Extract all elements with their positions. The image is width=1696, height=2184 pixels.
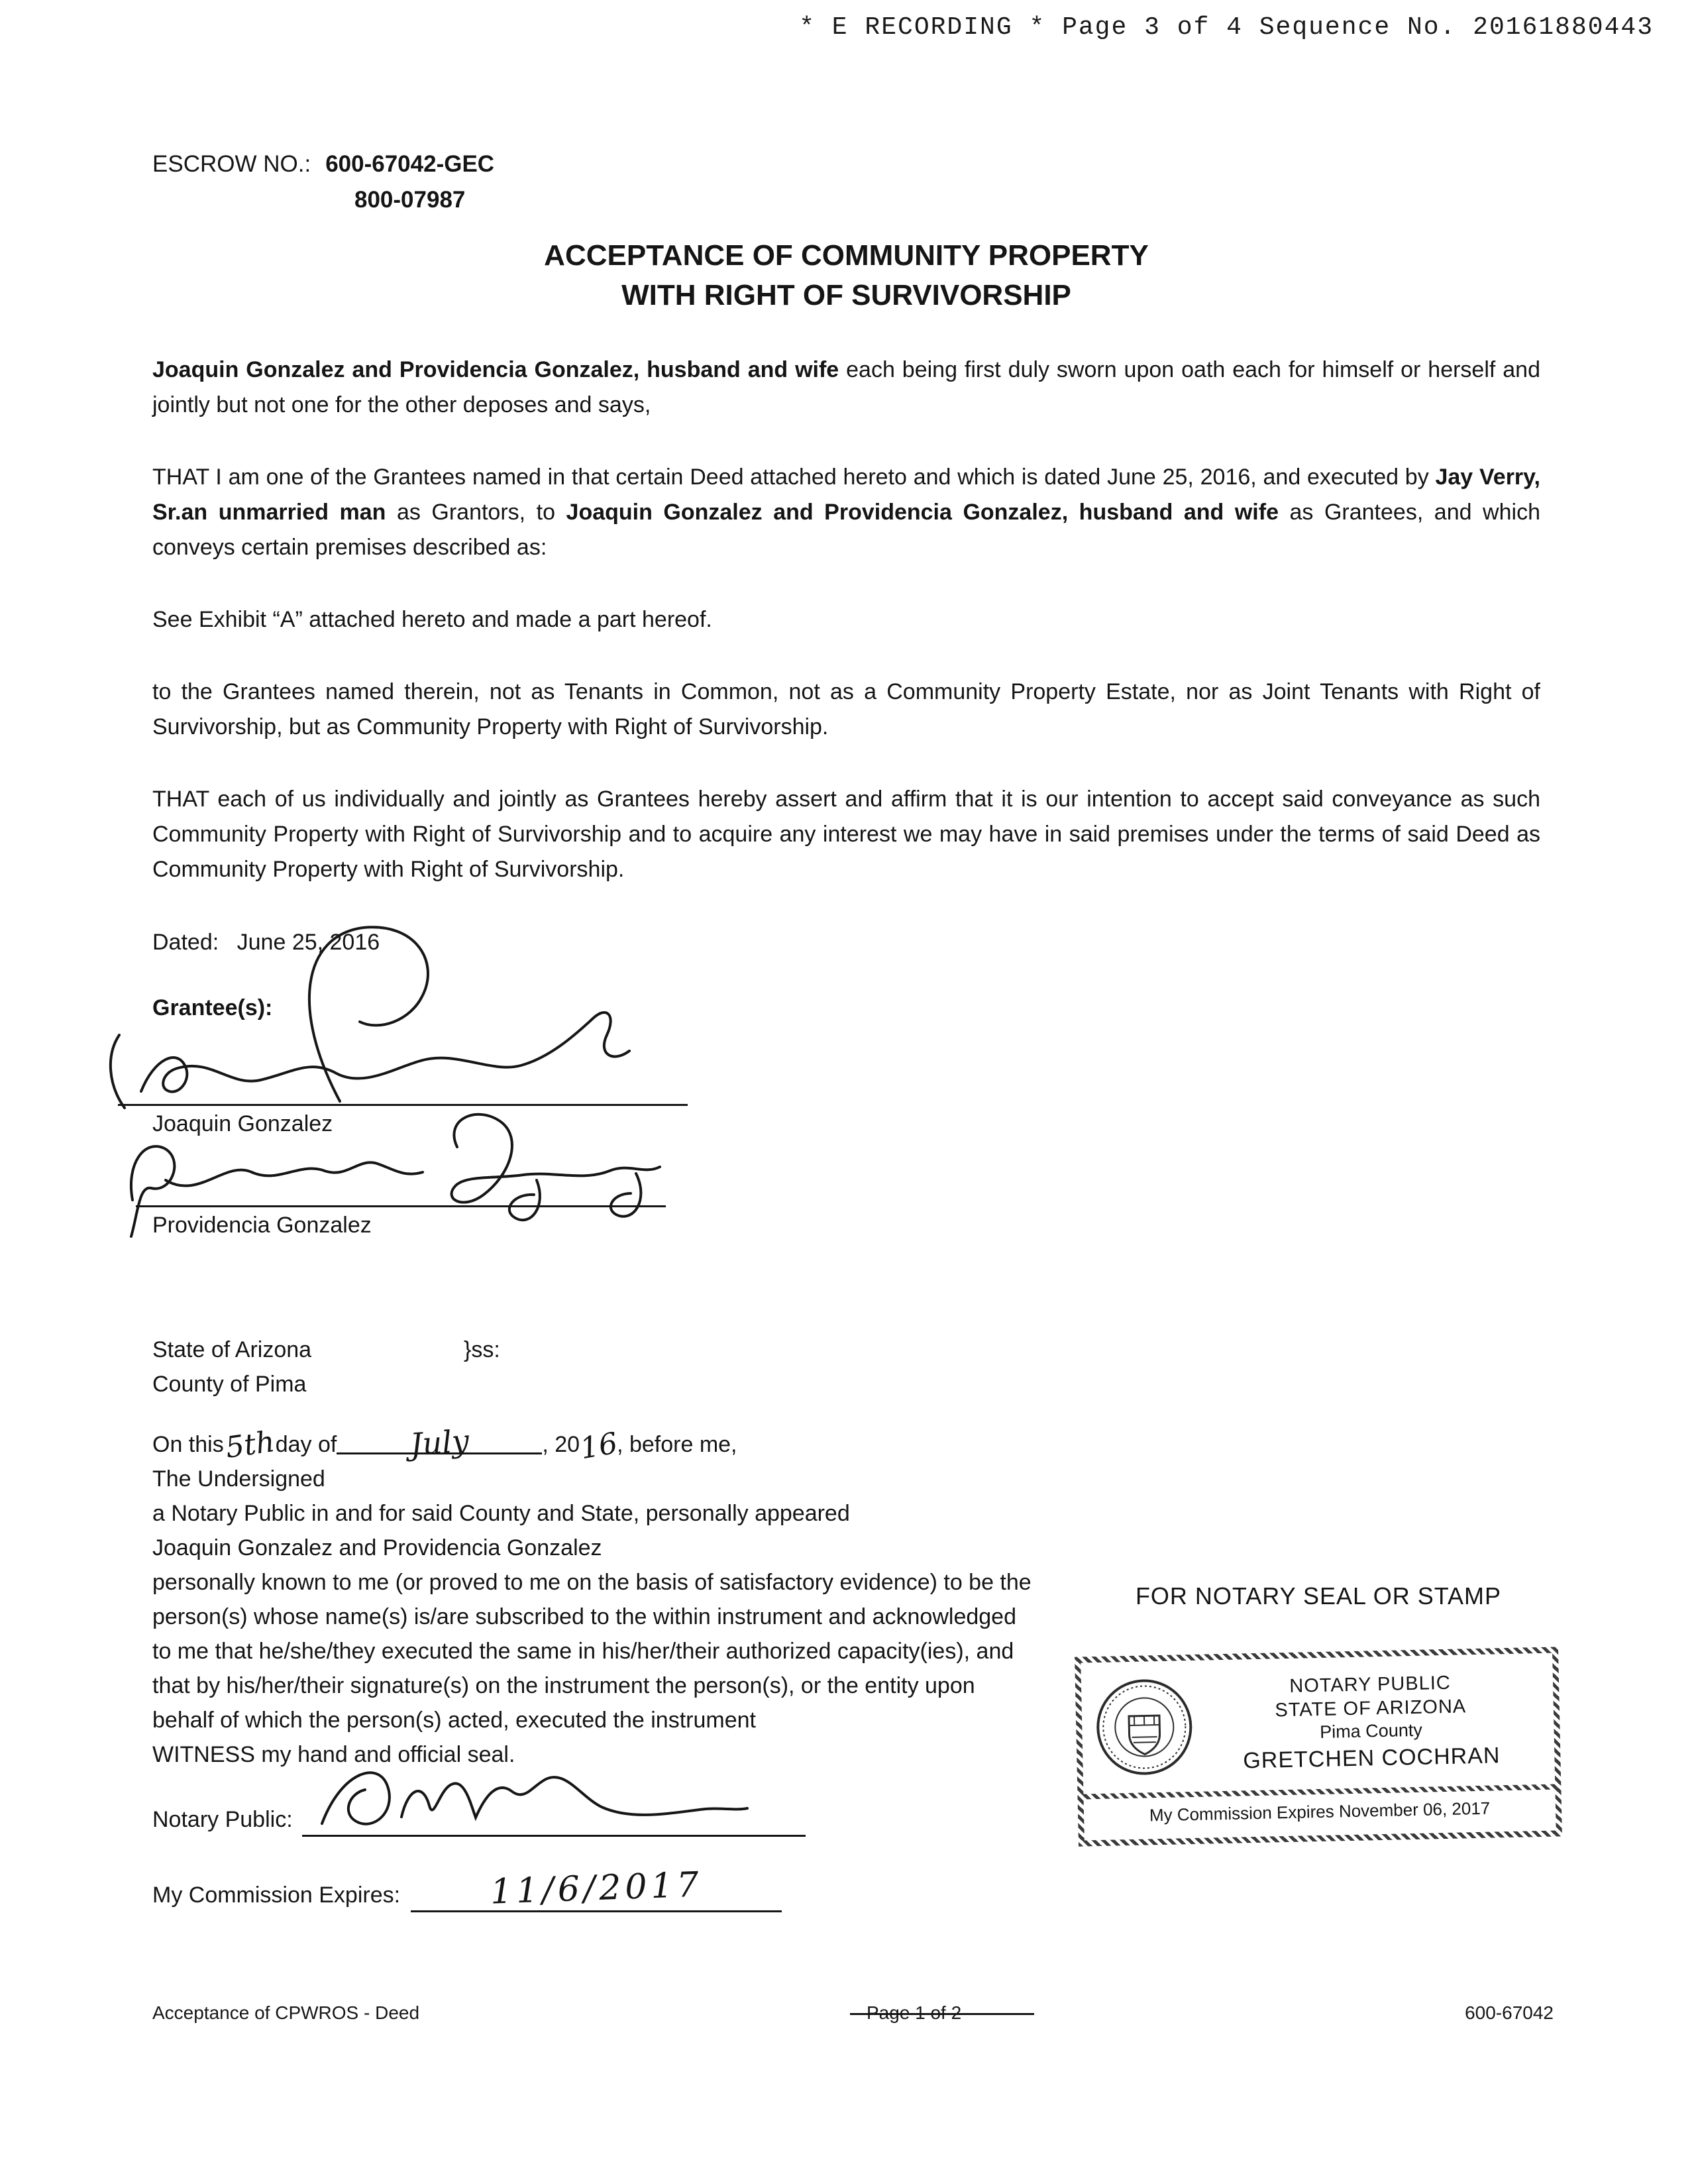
escrow-number-1: 600-67042-GEC	[325, 151, 495, 177]
handwritten-commission-date: 11/6/2017	[489, 1865, 704, 1912]
stamp-state: STATE OF ARIZONA	[1275, 1696, 1467, 1721]
footer-escrow-number: 600-67042	[1465, 2002, 1554, 2023]
notary-stamp-box	[1075, 1647, 1562, 1846]
notary-left-column	[152, 1424, 1034, 1912]
paragraph-tenancy: to the Grantees named therein, not as Tenants in Common, not as a Community Property Estate, nor as Joint Tenants with Right of Survivorship, but as Community Property with Right of Survivorship.	[152, 679, 1540, 739]
document-title	[152, 236, 1540, 315]
county-label: County of Pima	[152, 1372, 307, 1397]
providencia-signature-line	[136, 1201, 666, 1207]
dated-value: June 25, 2016	[237, 930, 380, 955]
paragraph-intention: THAT each of us individually and jointly as Grantees hereby assert and affirm that it is our intention to accept said conveyance as such Community Property with Right of Survivorship and to acquire any interest we may have in said premises under the terms of said Deed as Community Property with Right of Survivorship.	[152, 787, 1540, 882]
stamp-commission-expires: My Commission Expires November 06, 2017	[1149, 1798, 1491, 1826]
undersigned-line: The Undersigned	[152, 1466, 325, 1492]
deed-recital-part3: as Grantees, and which conveys certain premises described as:	[152, 500, 1540, 560]
document-title-line1: ACCEPTANCE OF COMMUNITY PROPERTY	[544, 239, 1149, 272]
document-title-line2: WITH RIGHT OF SURVIVORSHIP	[621, 279, 1071, 311]
handwritten-day: 5th	[223, 1425, 277, 1465]
stamp-county: Pima County	[1319, 1720, 1423, 1743]
seal-caption: FOR NOTARY SEAL OR STAMP	[1135, 1582, 1502, 1610]
notary-signature-line	[302, 1806, 806, 1837]
paragraph-sworn-statement	[152, 353, 1540, 423]
joaquin-name-label: Joaquin Gonzalez	[152, 1111, 333, 1136]
stamp-notary-name: GRETCHEN COCHRAN	[1242, 1743, 1501, 1774]
on-this-text: On this	[152, 1432, 224, 1457]
day-of-text: day of	[275, 1432, 337, 1457]
escrow-number-2: 800-07987	[354, 187, 466, 213]
notary-stamp-inner	[1081, 1653, 1555, 1794]
state-label: State of Arizona	[152, 1337, 312, 1362]
commission-expires-label: My Commission Expires:	[152, 1883, 401, 1908]
dated-row	[152, 930, 1540, 956]
notary-stamp-text	[1196, 1668, 1546, 1776]
footer-document-name: Acceptance of CPWROS - Deed	[152, 2002, 420, 2023]
notary-public-label: Notary Public:	[152, 1807, 293, 1832]
paragraph-sworn-statement-rest: each being first duly sworn upon oath each for himself or herself and jointly but not one for the other deposes and says,	[152, 357, 1540, 417]
commission-expires-line	[411, 1865, 782, 1912]
grantees-label: Grantee(s):	[152, 995, 273, 1020]
grantees-names-bold: Joaquin Gonzalez and Providencia Gonzalez, husband and wife	[566, 500, 1279, 525]
escrow-number-row	[152, 151, 1540, 178]
footer-page-number-struck: Page 1 of 2	[850, 2002, 1034, 2024]
on-this-day-row	[152, 1422, 1034, 1466]
state-row	[152, 1333, 1540, 1367]
acknowledgment-paragraph: personally known to me (or proved to me on the basis of satisfactory evidence) to be the person(s) whose name(s) is/are subscribed to the within instrument and acknowledged to me that he/she/they executed the same in his/her/their authorized capacity(ies), and that by his/her/their signature(s) on the instrument the person(s), or the entity upon behalf of which the person(s) acted, executed the instrument	[152, 1570, 1032, 1733]
escrow-label: ESCROW NO.:	[152, 151, 311, 177]
notary-public-signature-row	[152, 1802, 1034, 1837]
grantee-names-bold: Joaquin Gonzalez and Providencia Gonzalez, husband and wife	[152, 357, 839, 382]
stamp-notary-public: NOTARY PUBLIC	[1289, 1672, 1452, 1697]
notary-seal-area	[1077, 1579, 1560, 1841]
document-footer	[152, 2002, 1554, 2024]
paragraph-exhibit-a: See Exhibit “A” attached hereto and made a part hereof.	[152, 607, 712, 632]
paragraph-deed-recital	[152, 460, 1540, 565]
commission-expires-row	[152, 1865, 1034, 1912]
ss-label: }ss:	[464, 1337, 500, 1362]
deed-recital-part1: THAT I am one of the Grantees named in that certain Deed attached hereto and which is dated June 25, 2016, and executed by	[152, 464, 1436, 490]
grantor-name-bold: Jay Verry, Sr.an unmarried man	[152, 464, 1540, 525]
year-prefix-text: , 20	[542, 1432, 580, 1457]
grantee-signatures-block	[152, 1099, 1540, 1238]
witness-line: WITNESS my hand and official seal.	[152, 1742, 515, 1767]
handwritten-year: 16	[578, 1426, 621, 1466]
arizona-state-seal-graphic	[1094, 1676, 1195, 1778]
joaquin-signature-line	[118, 1099, 688, 1106]
handwritten-month: July	[409, 1422, 470, 1463]
arizona-state-seal-icon	[1090, 1676, 1198, 1778]
deed-recital-part2: as Grantors, to	[386, 500, 566, 525]
dated-label: Dated:	[152, 930, 219, 955]
notary-acknowledgment-section	[152, 1333, 1540, 1912]
e-recording-header: * E RECORDING * Page 3 of 4 Sequence No. 20161880443	[799, 13, 1654, 42]
month-blank-line	[337, 1422, 542, 1463]
providencia-name-label: Providencia Gonzalez	[152, 1213, 372, 1238]
before-me-text: , before me,	[617, 1432, 737, 1457]
notary-appointed-line: a Notary Public in and for said County and State, personally appeared	[152, 1501, 850, 1526]
appeared-names-line: Joaquin Gonzalez and Providencia Gonzalez	[152, 1535, 602, 1560]
